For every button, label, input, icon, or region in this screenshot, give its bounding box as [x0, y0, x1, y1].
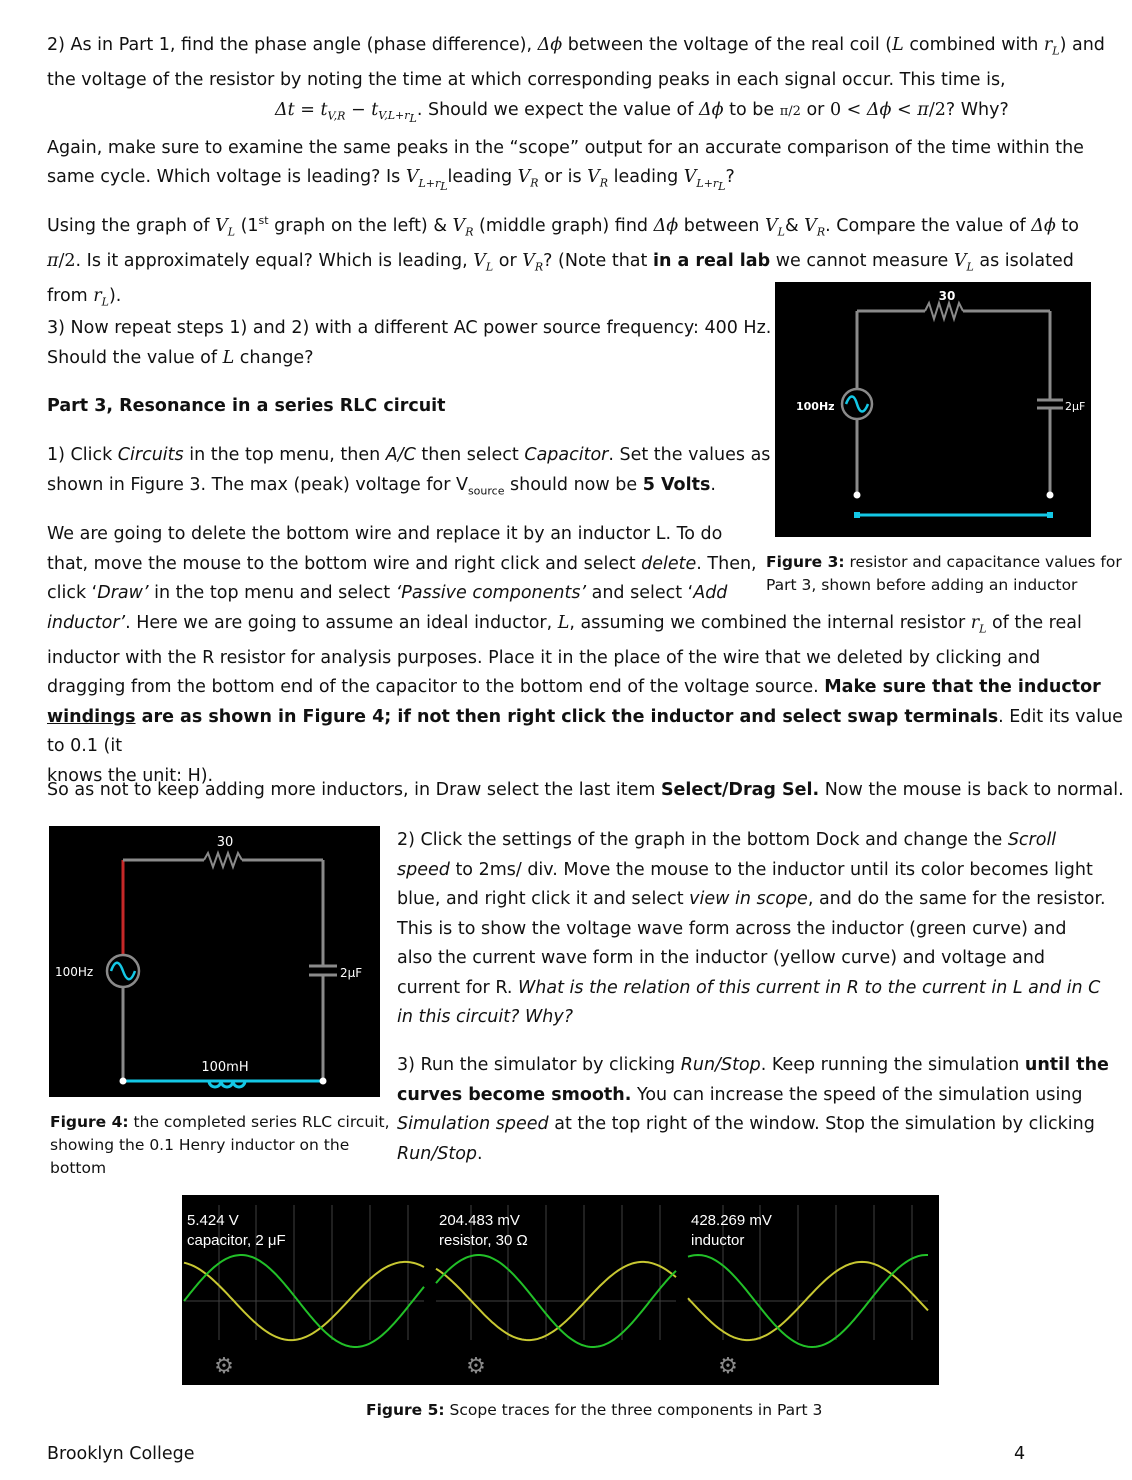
fig3-bottom-wire-end-right: [1047, 512, 1053, 518]
step3-line-1: 3) Now repeat steps 1) and 2) with a different AC power source frequency: 400 Hz.: [47, 318, 772, 338]
fig4-resistor-label: 30: [216, 835, 234, 850]
fig4-caption-bold: Figure 4:: [50, 1113, 129, 1131]
fig4-ac-sine-icon: [111, 963, 135, 980]
scope-component-label: inductor: [691, 1232, 745, 1249]
part2-line-2: the voltage of the resistor by noting the time at which corresponding peaks in each signal occur. This time is,: [47, 70, 1006, 90]
step2-line-2: speed to 2ms/ div. Move the mouse to the inductor until its color becomes light: [397, 859, 1093, 880]
figure-4-caption: [50, 1111, 390, 1180]
fig4-node-left: [120, 1078, 127, 1085]
delete-line-7: windings are as shown in Figure 4; if not then right click the inductor and select swap terminals. Edit its value to 0.1 (it: [47, 706, 1123, 756]
fig3-caption-bold: Figure 3:: [766, 553, 845, 571]
part2-paragraph: [47, 31, 1105, 201]
scope-settings-gear-icon[interactable]: ⚙: [718, 1354, 738, 1379]
footer-page-number: 4: [1014, 1444, 1026, 1464]
step3b-line-2: curves become smooth. You can increase the speed of the simulation using: [397, 1084, 1083, 1105]
fig4-capacitor-label: 2μF: [340, 966, 363, 980]
part2-line-5: same cycle. Which voltage is leading? Is $V_{L+r_L}leading$ $V_R$ or is $V_R$ leading $V_{L+r_L}$?: [47, 167, 735, 193]
part2-line-4: Again, make sure to examine the same peaks in the “scope” output for an accurate comparison of the time within the: [47, 137, 1084, 158]
fig5-caption-rest: Scope traces for the three components in Part 3: [444, 1401, 823, 1419]
fig3-node-right: [1047, 492, 1054, 499]
step2-line-3: blue, and right click it and select view in scope, and do the same for the resistor.: [397, 889, 1106, 909]
fig5-caption-bold: Figure 5:: [366, 1401, 445, 1419]
graph-line-1: Using the graph of $V_L$ (1st graph on the left) & $V_R$ (middle graph) find Δϕ between $V_L\&$ $V_R$. Compare the value of Δϕ to: [47, 214, 1079, 239]
fig4-resistor: [204, 853, 242, 867]
figure-5-scopes: [182, 1195, 939, 1385]
fig4-inductor-label: 100mH: [201, 1060, 249, 1075]
fig4-node-right: [320, 1078, 327, 1085]
step3-paragraph: [47, 314, 771, 373]
step3b-line-1: 3) Run the simulator by clicking Run/Stop. Keep running the simulation until the: [397, 1055, 1109, 1075]
figure-3-svg: [775, 282, 1091, 537]
fig3-node-left: [854, 492, 861, 499]
part2-line-1: 2) As in Part 1, find the phase angle (phase difference), Δϕ between the voltage of the real coil (L combined with $r_L$) and: [47, 35, 1105, 58]
figure-5-svg: [182, 1195, 939, 1385]
step2-line-4: This is to show the voltage wave form across the inductor (green curve) and: [397, 918, 1067, 939]
fig3-caption-line2: Part 3, shown before adding an inductor: [766, 576, 1078, 594]
fig3-caption-rest: resistor and capacitance values for: [844, 553, 1122, 571]
part3-step1-paragraph: [47, 441, 770, 506]
scope-component-label: resistor, 30 Ω: [439, 1232, 528, 1249]
step2-paragraph: [397, 826, 1106, 1033]
delete-line-4: inductor’. Here we are going to assume an ideal inductor, L, assuming we combined the internal resistor $r_L$ of the real: [47, 612, 1082, 635]
delete-line-8: knows the unit: H).: [47, 765, 214, 786]
scope-settings-gear-icon[interactable]: ⚙: [466, 1354, 486, 1379]
figure-4-circuit: [49, 826, 380, 1097]
select-drag-paragraph: So as not to keep adding more inductors, in Draw select the last item Select/Drag Sel. Now the mouse is back to normal.: [47, 780, 1124, 800]
scope-value-label: 5.424 V: [187, 1212, 239, 1229]
fig4-caption-rest: the completed series RLC circuit,: [128, 1113, 390, 1131]
step2-line-1: 2) Click the settings of the graph in the bottom Dock and change the Scroll: [397, 830, 1057, 850]
figure-3-circuit: [775, 282, 1091, 537]
part3-step1-line-1: 1) Click Circuits in the top menu, then A/C then select Capacitor. Set the values as: [47, 445, 771, 465]
figure-5-caption: [366, 1399, 822, 1422]
delete-line-5: inductor with the R resistor for analysis purposes. Place it in the place of the wire that we deleted by clicking and: [47, 647, 1041, 668]
delete-line-1: We are going to delete the bottom wire and replace it by an inductor L. To do: [47, 524, 723, 544]
fig3-source-label: 100Hz: [796, 400, 835, 413]
part3-heading: Part 3, Resonance in a series RLC circuit: [47, 396, 446, 416]
fig3-ac-sine-icon: [846, 397, 868, 412]
step3b-line-3: Simulation speed at the top right of the window. Stop the simulation by clicking: [397, 1114, 1095, 1134]
part2-line-3: $\Delta t = t_{V,R} - t_{V,L+r_L}$. Should we expect the value of Δϕ to be π/2 or 0 < Δϕ < π/2? Why?: [275, 99, 1009, 126]
delete-line-3: click ‘Draw’ in the top menu and select ‘Passive components’ and select ‘Add: [47, 583, 728, 603]
step2-line-7: in this circuit? Why?: [397, 1007, 574, 1027]
fig4-caption-line2: showing the 0.1 Henry inductor on the: [50, 1136, 350, 1154]
delete-line-6: dragging from the bottom end of the capacitor to the bottom end of the voltage source. Make sure that the inductor: [47, 677, 1101, 697]
graph-line-3: from $r_L$).: [47, 285, 122, 309]
fig4-source-label: 100Hz: [55, 965, 94, 979]
step3b-line-4: Run/Stop.: [397, 1143, 483, 1164]
fig3-bottom-wire-end-left: [854, 512, 860, 518]
figure-3-caption: [766, 551, 1122, 597]
part3-step1-line-2: shown in Figure 3. The max (peak) voltage for $V_{source}$ should now be 5 Volts.: [47, 474, 716, 497]
fig3-resistor: [925, 303, 963, 319]
scope-component-label: capacitor, 2 μF: [187, 1232, 286, 1249]
scope-value-label: 204.483 mV: [439, 1212, 520, 1229]
fig3-resistor-label: 30: [938, 289, 956, 303]
step3-line-2: Should the value of L change?: [47, 347, 314, 368]
scope-settings-gear-icon[interactable]: ⚙: [214, 1354, 234, 1379]
fig3-capacitor-label: 2μF: [1065, 400, 1086, 413]
step2-line-5: also the current wave form in the inductor (yellow curve) and voltage and: [397, 948, 1045, 968]
step3b-paragraph: [397, 1051, 1109, 1169]
fig4-caption-line3: bottom: [50, 1159, 107, 1177]
delete-line-2: that, move the mouse to the bottom wire and right click and select delete. Then,: [47, 553, 757, 574]
step2-line-6: current for R. What is the relation of this current in R to the current in L and in C: [397, 977, 1101, 998]
figure-4-svg: [49, 826, 380, 1097]
footer-college: Brooklyn College: [47, 1444, 195, 1464]
scope-value-label: 428.269 mV: [691, 1212, 772, 1229]
graph-line-2: π/2. Is it approximately equal? Which is leading, $V_L$ or $V_R$? (Note that in a real lab we cannot measure $V_L$ as isolated: [47, 250, 1074, 274]
